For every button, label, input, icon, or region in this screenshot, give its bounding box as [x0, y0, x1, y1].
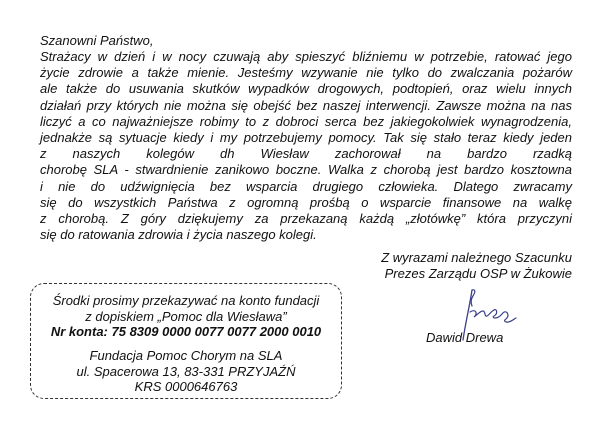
account-number: Nr konta: 75 8309 0000 0077 0077 2000 0010 [50, 324, 322, 339]
letter-body-line: ale także do usuwania skutków wypadków drogowych, podtopień, oraz wielu innych [40, 81, 572, 97]
letter-body-line: się do ratowania zdrowia i życia naszego kolegi. [40, 227, 317, 243]
closing-block [381, 250, 572, 282]
foundation-name: Fundacja Pomoc Chorym na SLA [89, 348, 283, 363]
foundation-krs: KRS 0000646763 [134, 379, 238, 394]
letter-body-line: z chorobą. Z góry dziękujemy za przekazaną każdą „złotówkę” która przyczyni [40, 211, 572, 227]
transfer-instructions [31, 293, 341, 340]
closing-title: Prezes Zarządu OSP w Żukowie [384, 266, 572, 281]
letter-body-line: i nie do udźwignięcia bez wsparcia drugiego człowieka. Dlatego zwracamy [40, 178, 572, 194]
letter-body-line: jednakże są sytuacje kiedy i my potrzebujemy pomocy. Tak się stało teraz kiedy jeden [40, 130, 572, 146]
letter-body [40, 49, 572, 243]
letter-body-line: działań przy których nie można się obejść bez naszej interwencji. Zawsze można na nas [40, 97, 572, 113]
letter-body-line: z naszych kolegów dh Wiesław zachorował na bardzo rzadką [40, 146, 572, 162]
bank-account-box [30, 283, 342, 399]
letter-body-line: liczyć a co najważniejsze robimy to z dobroci serca bez jakiegokolwiek wynagrodzenia, [40, 113, 572, 129]
closing-regards: Z wyrazami należnego Szacunku [381, 250, 572, 265]
letter-body-line: życie zdrowie a także mienie. Jesteśmy wzywanie nie tylko do zwalczania pożarów [40, 65, 572, 81]
letter-body-line: Strażacy w dzień i w nocy czuwają aby spieszyć bliźniemu w potrzebie, ratować jego [40, 49, 572, 64]
signature-name: Dawid Drewa [426, 330, 504, 345]
transfer-instruction-line: Środki prosimy przekazywać na konto fundacji [52, 293, 320, 308]
transfer-note-line: z dopiskiem „Pomoc dla Wiesława” [85, 308, 287, 324]
letter-greeting: Szanowni Państwo, [40, 33, 154, 48]
letter-body-line: chorobę SLA - stwardnienie zanikowo boczne. Walka z chorobą jest bardzo kosztowna [40, 162, 572, 178]
foundation-address: ul. Spacerowa 13, 83-331 PRZYJAŹŃ [76, 363, 296, 379]
foundation-details [31, 348, 341, 395]
letter-body-line: się do wszystkich Państwa z ogromną prośbą o wsparcie finansowe na walkę [40, 194, 572, 210]
